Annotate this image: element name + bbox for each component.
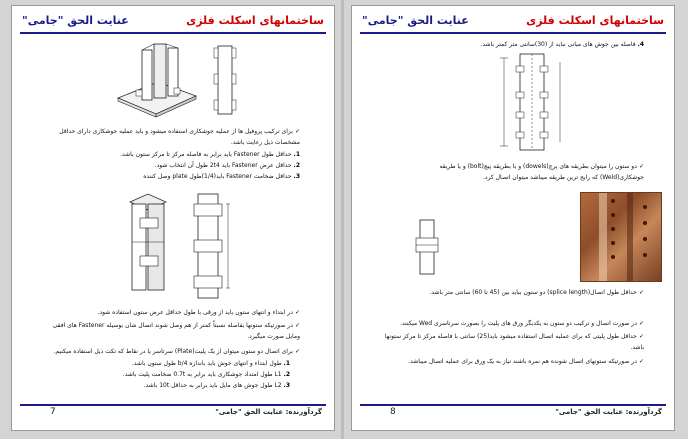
- numbered-item: 4. فاصله بین جوش های میانی نباید از (30)سانتی متر کمتر باشد.: [480, 41, 644, 48]
- document-page-7: [11, 5, 335, 431]
- numbered-item: 1. طول ابتداء و انتهای جوش باید باندازه b/4 طول ستون باشد.: [131, 360, 290, 367]
- numbered-item: 3. حداقل ضخامت Fastener باید(1/4)طول plate وصل کننده: [143, 173, 300, 180]
- numbered-item: 2. حداقل عرض Fastener باید 2t4 طول آن انتخاب شود.: [154, 162, 300, 169]
- column-splice-iso-figure: [120, 192, 180, 296]
- numbered-item: 2. L1 طول امتداد جوشکاری باید برابر به 0.7t ضخامت پلیت باشد.: [122, 371, 290, 378]
- header-title: ساختمانهای اسکلت فلزی: [186, 14, 324, 27]
- document-page-8: [351, 5, 675, 431]
- header-author: عنایت الحق "جامی": [22, 14, 129, 27]
- numbered-item: 1. حداقل طول Fastener باید برابر به فاصله مرکز تا مرکز ستون باشد.: [120, 151, 300, 158]
- footer-text: گردآورنده: عنایت الحق "جامی": [555, 408, 662, 416]
- numbered-item: 3. L2 طول جوش های مایل باید برابر به حداقل 10t باشد.: [143, 382, 290, 389]
- column-elevation-figure: [210, 44, 240, 116]
- bullet-text: ✓ برای ترکیب پروفیل ها از عملیه جوشکاری استفاده میشود و باید عملیه جوشکاری دارای حداقل: [59, 128, 300, 135]
- page-footer: [360, 404, 666, 422]
- bullet-text: ✓ حداقل طول اتصال(splice length) دو ستون بباید بین (45 تا 60) سانتی متر باشد.: [429, 289, 644, 296]
- bullet-text: ✓ حداقل طول پلیتی که برای عملیه اتصال استفاده میشود باید(25) سانتی با فاصله مرکز تا مرکز ستونها: [384, 333, 644, 340]
- bullet-text: ✓ در ابتداء و انتهای ستون باید از ورقی با طول حداقل عرض ستون استفاده شود.: [97, 309, 300, 316]
- bullet-text: باشد.: [630, 344, 644, 351]
- bullet-text: جوشکاری(Weld) که رایج ترین طریقه میباشد میتوان اتصال کرد.: [483, 174, 644, 181]
- column-base-figure: [112, 38, 200, 120]
- page-header: [360, 14, 666, 34]
- bullet-text: ✓ در صورتیکه ستونهای اتصال شونده هم نمره باشند نیاز به یک ورق برای عملیه اتصال میباشد.: [408, 358, 644, 365]
- splice-elevation-figure: [412, 218, 442, 276]
- header-author: عنایت الحق "جامی": [362, 14, 469, 27]
- page-divider: [341, 0, 344, 439]
- page-header: [20, 14, 326, 34]
- bullet-text: مشخصات ذیل رعایت باشد.: [230, 139, 300, 146]
- page-footer: [20, 404, 326, 422]
- bullet-text: ✓ در صورت اتصال و ترکیب دو ستون به یکدیگر ورق های پلیت را بصورت سرتاسری Wed میکنند.: [400, 320, 644, 327]
- welded-column-photo: [580, 192, 662, 282]
- column-splice-elevation-figure: [184, 192, 240, 302]
- page-number: 7: [50, 407, 56, 417]
- bullet-text: ✓ برای اتصال دو ستون میتوان از یک پلیت(Plate) سرتاسر یا در نقاط که تکت ذیل استفاده میکنیم.: [53, 348, 300, 355]
- page-number: 8: [390, 407, 396, 417]
- bullet-text: ✓ دو ستون را میتوان بطریقه های پرچ(dowels) و یا بطریقه پیچ(bolt) و یا طریقه: [439, 163, 644, 170]
- header-title: ساختمانهای اسکلت فلزی: [526, 14, 664, 27]
- bullet-text: ✓ در صورتیکه ستونها بفاصله نسبتاً کمتر از هم وصل شوند اتصال شان بوسیله Fastener های افقی: [52, 322, 300, 329]
- footer-text: گردآورنده: عنایت الحق "جامی": [215, 408, 322, 416]
- bullet-text: ومایل صورت میگیرد.: [247, 333, 300, 340]
- weld-spacing-figure: [494, 52, 574, 152]
